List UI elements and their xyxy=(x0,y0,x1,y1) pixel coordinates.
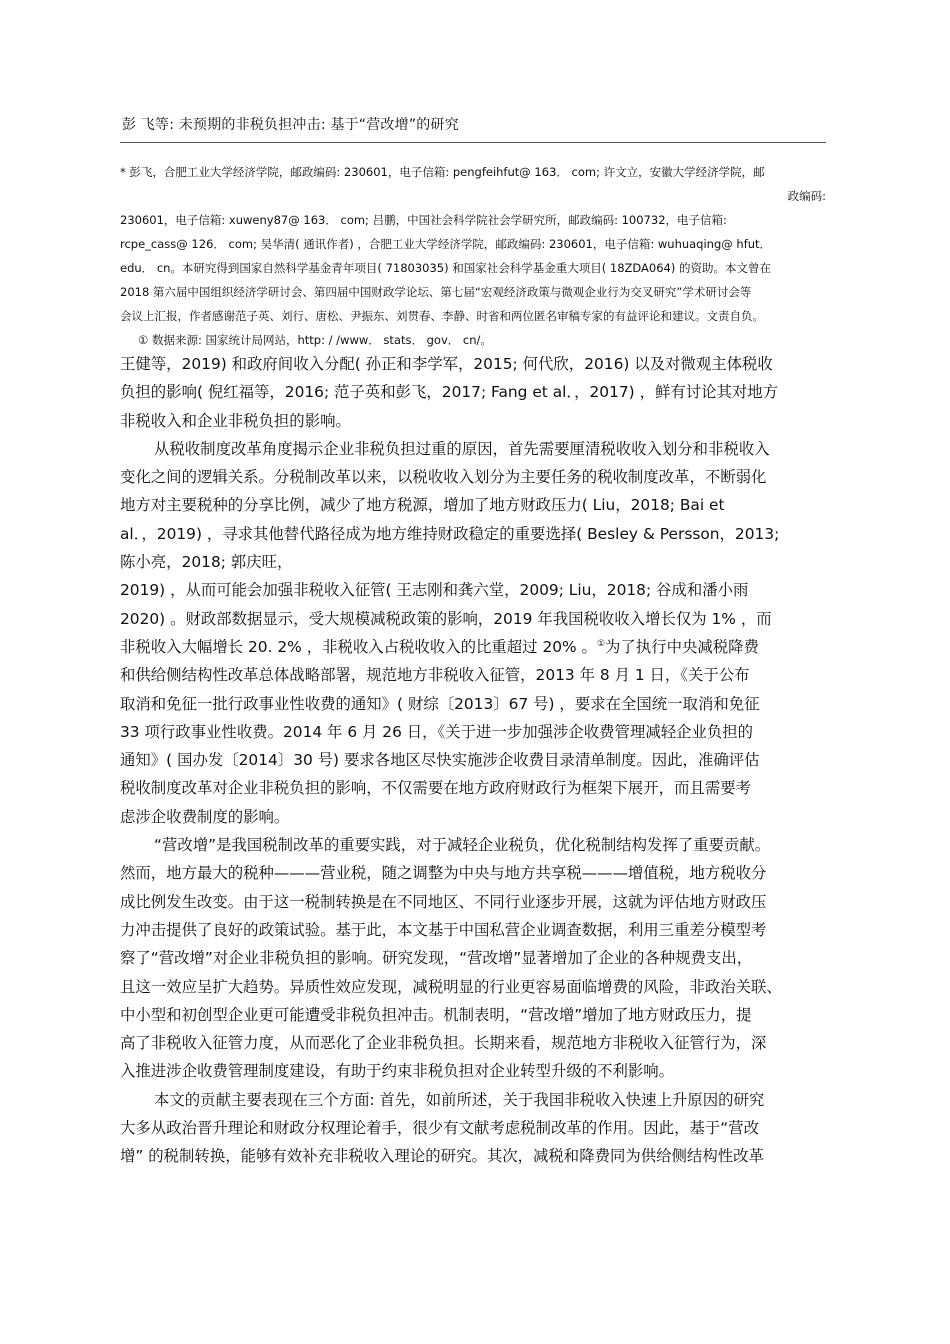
body-line: 成比例发生改变。由于这一税制转换是在不同地区、不同行业逐步开展，这就为评估地方财政压 xyxy=(120,892,767,911)
body-line: 王健等，2019) 和政府间收入分配( 孙正和李学军，2015; 何代欣，2016) 以及对微观主体税收 xyxy=(120,355,773,373)
body-line: 税收制度改革对企业非税负担的影响，不仅需要在地方政府财政行为框架下展开，而且需要考 xyxy=(120,779,752,798)
body-line: 虑涉企收费制度的影响。 xyxy=(120,807,290,826)
body-line: 地方对主要税种的分享比例，减少了地方税源，增加了地方财政压力( Liu，2018; Bai et xyxy=(120,496,725,515)
footnote-line: 会议上汇报，作者感谢范子英、刘行、唐松、尹振东、刘贯春、李静、时省和两位匿名审稿专家的有益评论和建议。文责自负。 xyxy=(120,309,764,323)
body-line-part: 为了执行中央减税降费 xyxy=(605,637,759,656)
body-line: 和供给侧结构性改革总体战略部署，规范地方非税收入征管，2013 年 8 月 1 日，《关于公布 xyxy=(120,666,750,685)
footnote-line: 政编码: xyxy=(787,189,826,203)
body-line-with-footnote xyxy=(120,633,834,661)
body-line: 且这一效应呈扩大趋势。异质性效应发现，减税明显的行业更容易面临增费的风险，非政治关联、 xyxy=(120,977,782,996)
paragraph-start-line: “营改增”是我国税制改革的重要实践，对于减轻企业税负，优化税制结构发挥了重要贡献。 xyxy=(154,836,771,855)
footnote-line: 230601，电子信箱: xuweny87@ 163． com; 吕鹏，中国社会科学院社会学研究所，邮政编码: 100732，电子信箱: xyxy=(120,213,727,227)
body-line: 中小型和初创型企业更可能遭受非税负担冲击。机制表明，“营改增”增加了地方财政压力，提 xyxy=(120,1005,752,1024)
footnote-line: rcpe_cass@ 126． com; 吴华清( 通讯作者) ，合肥工业大学经济学院，邮政编码: 230601，电子信箱: wuhuaqing@ hfut． xyxy=(120,237,772,251)
body-line: 非税收入和企业非税负担的影响。 xyxy=(120,411,351,430)
body-line: 增” 的税制转换，能够有效补充非税收入理论的研究。其次，减税和降费同为供给侧结构性改革 xyxy=(120,1147,764,1166)
body-text xyxy=(120,350,834,1171)
body-line: 陈小亮，2018; 郭庆旺， xyxy=(120,553,293,572)
body-line: 入推进涉企收费管理制度建设，有助于约束非税负担对企业转型升级的不利影响。 xyxy=(120,1062,675,1081)
running-header: 彭 飞等: 未预期的非税负担冲击: 基于“营改增”的研究 xyxy=(122,117,459,133)
body-line: 大多从政治晋升理论和财政分权理论着手，很少有文献考虑税制改革的作用。因此，基于“营改 xyxy=(120,1119,759,1138)
body-line: 力冲击提供了良好的政策试验。基于此，本文基于中国私营企业调查数据，利用三重差分模型考 xyxy=(120,920,767,939)
body-line: 高了非税收入征管力度，从而恶化了企业非税负担。长期来看，规范地方非税收入征管行为，深 xyxy=(120,1034,767,1053)
body-line: 负担的影响( 倪红福等，2016; 范子英和彭飞，2017; Fang et al．，2017) ，鲜有讨论其对地方 xyxy=(120,383,779,402)
body-line: al．，2019) ，寻求其他替代路径成为地方维持财政稳定的重要选择( Besley & Persson，2013; xyxy=(120,524,780,543)
body-line: 2020) 。财政部数据显示，受大规模减税政策的影响，2019 年我国税收收入增长仅为 1% ，而 xyxy=(120,609,772,628)
body-line: 2019) ，从而可能会加强非税收入征管( 王志刚和龚六堂，2009; Liu，2018; 谷成和潘小雨 xyxy=(120,581,749,600)
body-line: 通知》( 国办发〔2014〕30 号) 要求各地区尽快实施涉企收费目录清单制度。因此，准确评估 xyxy=(120,751,760,770)
header-divider xyxy=(120,142,826,143)
body-line: 变化之间的逻辑关系。分税制改革以来，以税收收入划分为主要任务的税收制度改革，不断弱化 xyxy=(120,468,767,487)
paragraph-start-line: 从税收制度改革角度揭示企业非税负担过重的原因，首先需要厘清税收收入划分和非税收入 xyxy=(154,439,770,458)
footnote-line: 2018 第六届中国组织经济学研讨会、第四届中国财政学论坛、第七届“宏观经济政策与微观企业行为交叉研究”学术研讨会等 xyxy=(120,285,752,299)
body-line: 33 项行政事业性收费。2014 年 6 月 26 日，《关于进一步加强涉企收费管理减轻企业负担的 xyxy=(120,722,754,741)
footnote-line: * 彭飞，合肥工业大学经济学院，邮政编码: 230601，电子信箱: pengfeihfut@ 163． com; 许文立，安徽大学经济学院，邮 xyxy=(120,165,765,179)
body-line: 然而，地方最大的税种———营业税，随之调整为中央与地方共享税———增值税，地方税收分 xyxy=(120,864,767,883)
body-line: 取消和免征一批行政事业性收费的通知》( 财综〔2013〕67 号) ，要求在全国统一取消和免征 xyxy=(120,694,760,713)
body-line-part: 非税收入大幅增长 20. 2% ，非税收入占税收收入的比重超过 20% 。 xyxy=(120,637,597,656)
author-footnotes xyxy=(120,160,830,352)
footnote-line: edu． cn。本研究得到国家自然科学基金青年项目( 71803035) 和国家社会科学基金重大项目( 18ZDA064) 的资助。本文曾在 xyxy=(120,261,772,275)
data-source-footnote: ① 数据来源: 国家统计局网站，http: / /www． stats． gov． cn/。 xyxy=(138,333,492,347)
footnote-marker: ① xyxy=(596,638,606,649)
body-line: 察了“营改增”对企业非税负担的影响。研究发现，“营改增”显著增加了企业的各种规费支出， xyxy=(120,949,753,968)
paragraph-start-line: 本文的贡献主要表现在三个方面: 首先，如前所述，关于我国非税收入快速上升原因的研究 xyxy=(154,1090,765,1109)
